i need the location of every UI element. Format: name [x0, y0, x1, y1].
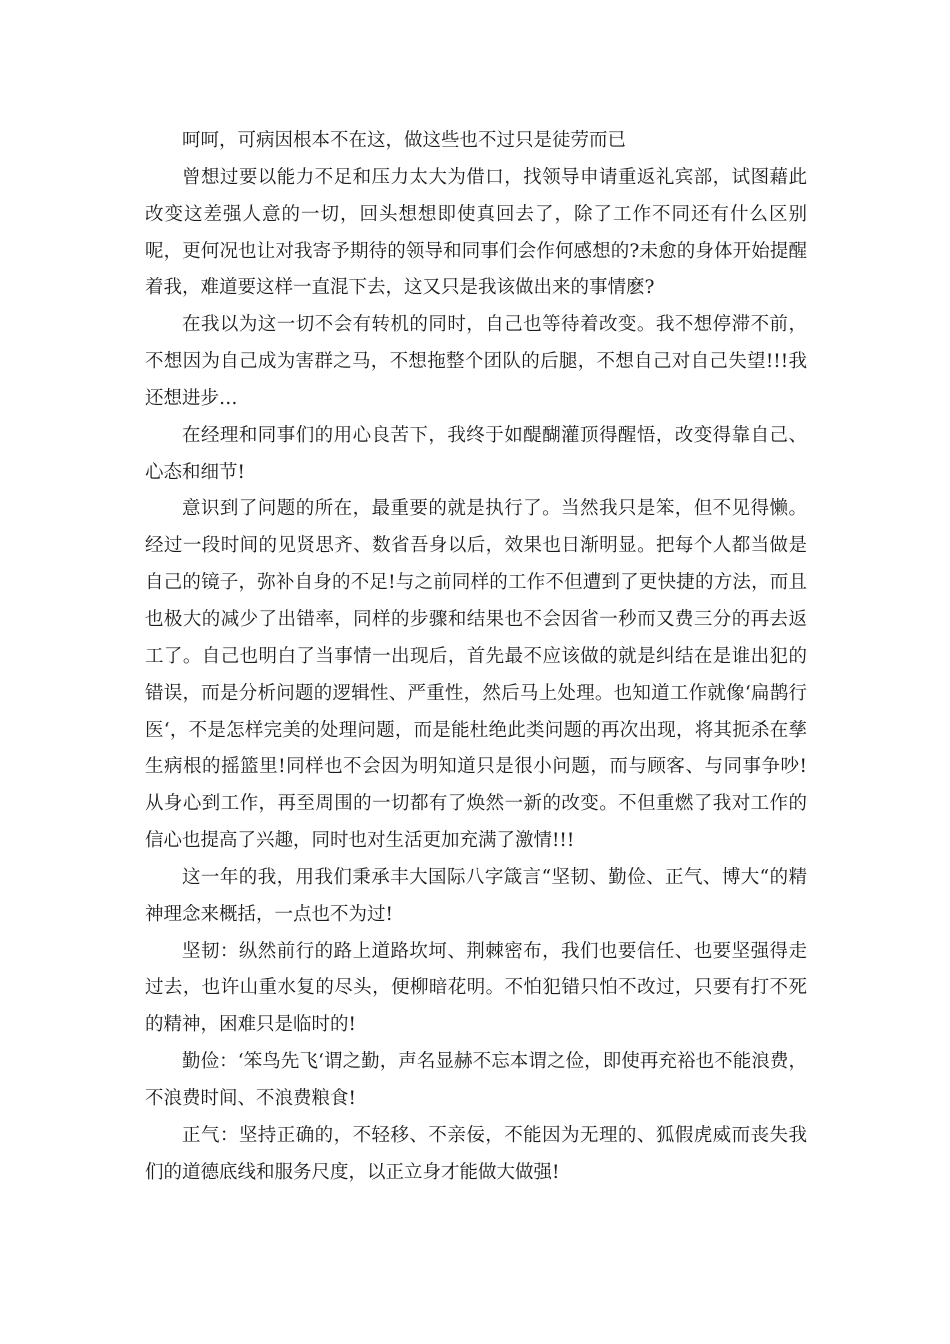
paragraph-3: 在我以为这一切不会有转机的同时，自己也等待着改变。我不想停滞不前，不想因为自己成为害群之马，不想拖整个团队的后腿，不想自己对自己失望!!!我还想进步… [145, 314, 807, 409]
paragraph-6: 这一年的我，用我们秉承丰大国际八字箴言“坚韧、勤俭、正气、博大“的精神理念来概括，一点也不为过! [145, 866, 807, 925]
paragraph-2: 曾想过要以能力不足和压力太大为借口，找领导申请重返礼宾部，试图藉此改变这差强人意的一切，回头想想即使真回去了，除了工作不同还有什么区别呢，更何况也让对我寄予期待的领导和同事们会作何感想的?未愈的身体开始提醒着我，难道要这样一直混下去，这又只是我该做出来的事情麽? [145, 166, 807, 299]
paragraph-9: 正气：坚持正确的，不轻移、不亲佞，不能因为无理的、狐假虎威而丧失我们的道德底线和服务尺度，以正立身才能做大做强! [145, 1124, 807, 1183]
paragraph-7: 坚韧：纵然前行的路上道路坎坷、荆棘密布，我们也要信任、也要坚强得走过去，也许山重水复的尽头，便柳暗花明。不怕犯错只怕不改过，只要有打不死的精神，困难只是临时的! [145, 940, 807, 1036]
document-body [145, 123, 807, 1191]
paragraph-1: 呵呵，可病因根本不在这，做这些也不过只是徒劳而已 [182, 130, 627, 151]
paragraph-4: 在经理和同事们的用心良苦下，我终于如醍醐灌顶得醒悟，改变得靠自己、心态和细节! [145, 424, 807, 483]
paragraph-5: 意识到了问题的所在，最重要的就是执行了。当然我只是笨，但不见得懒。经过一段时间的见贤思齐、数省吾身以后，效果也日渐明显。把每个人都当做是自己的镜子，弥补自身的不足!与之前同样的工作不但遭到了更快捷的方法，而且也极大的减少了出错率，同样的步骤和结果也不会因省一秒而又费三分的再去返工了。自己也明白了当事情一出现后，首先最不应该做的就是纠结在是谁出犯的错误，而是分析问题的逻辑性、严重性，然后马上处理。也知道工作就像‘扁鹊行医‘，不是怎样完美的处理问题，而是能杜绝此类问题的再次出现，将其扼杀在孳生病根的摇篮里!同样也不会因为明知道只是很小问题，而与顾客、与同事争吵!从身心到工作，再至周围的一切都有了焕然一新的改变。不但重燃了我对工作的信心也提高了兴趣，同时也对生活更加充满了激情!!! [145, 498, 807, 852]
paragraph-8: 勤俭：‘笨鸟先飞‘谓之勤，声名显赫不忘本谓之俭，即使再充裕也不能浪费，不浪费时间、不浪费粮食! [145, 1051, 807, 1109]
